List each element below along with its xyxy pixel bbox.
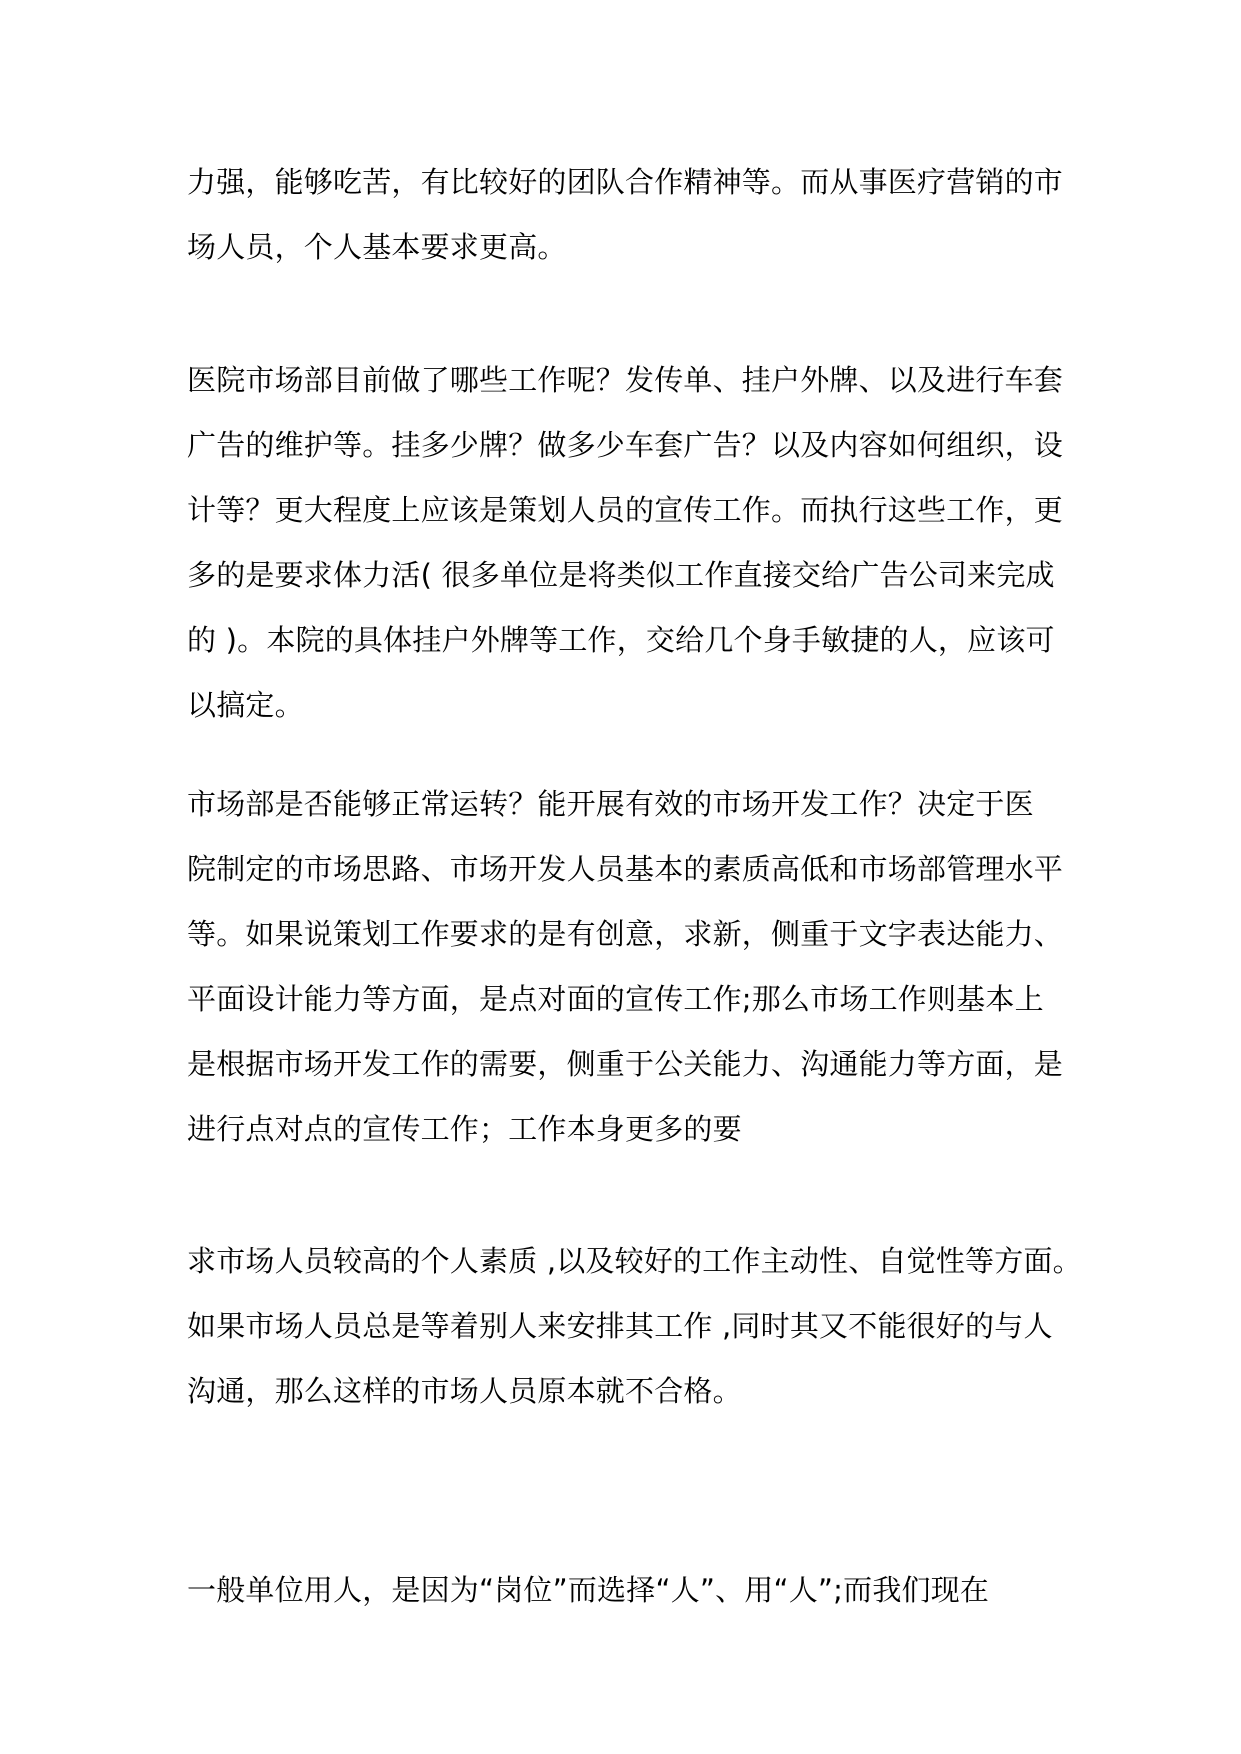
text-line: 场人员，个人基本要求更高。 [187,230,567,264]
text-line: 等。如果说策划工作要求的是有创意，求新，侧重于文字表达能力、 [187,917,1064,951]
text-line: 市场部是否能够正常运转？能开展有效的市场开发工作？决定于医 [187,787,1034,821]
text-line: 的 )。本院的具体挂户外牌等工作，交给几个身手敏捷的人，应该可 [187,623,1055,657]
text-line: 是根据市场开发工作的需要，侧重于公关能力、沟通能力等方面，是 [187,1047,1064,1081]
text-line: 计等？更大程度上应该是策划人员的宣传工作。而执行这些工作，更 [187,493,1064,527]
text-line: 广告的维护等。挂多少牌？做多少车套广告？以及内容如何组织，设 [187,428,1064,462]
paragraph-5 [187,1558,989,1623]
text-line: 一般单位用人，是因为“岗位”而选择“人”、用“人”;而我们现在 [187,1573,990,1607]
text-line: 力强，能够吃苦，有比较好的团队合作精神等。而从事医疗营销的市 [187,165,1064,199]
text-line: 沟通，那么这样的市场人员原本就不合格。 [187,1374,742,1408]
text-line: 求市场人员较高的个人素质 ,以及较好的工作主动性、自觉性等方面。 [187,1244,1082,1278]
text-line: 医院市场部目前做了哪些工作呢？发传单、挂户外牌、以及进行车套 [187,363,1064,397]
paragraph-3 [187,772,1063,1162]
text-line: 如果市场人员总是等着别人来安排其工作 ,同时其又不能很好的与人 [187,1309,1053,1343]
text-line: 多的是要求体力活( 很多单位是将类似工作直接交给广告公司来完成 [187,558,1055,592]
text-line: 进行点对点的宣传工作；工作本身更多的要 [187,1112,742,1146]
text-line: 以搞定。 [187,688,304,722]
paragraph-1 [187,150,1063,280]
paragraph-4 [187,1229,1082,1424]
text-line: 院制定的市场思路、市场开发人员基本的素质高低和市场部管理水平 [187,852,1064,886]
paragraph-2 [187,348,1063,738]
text-line: 平面设计能力等方面，是点对面的宣传工作;那么市场工作则基本上 [187,982,1044,1016]
